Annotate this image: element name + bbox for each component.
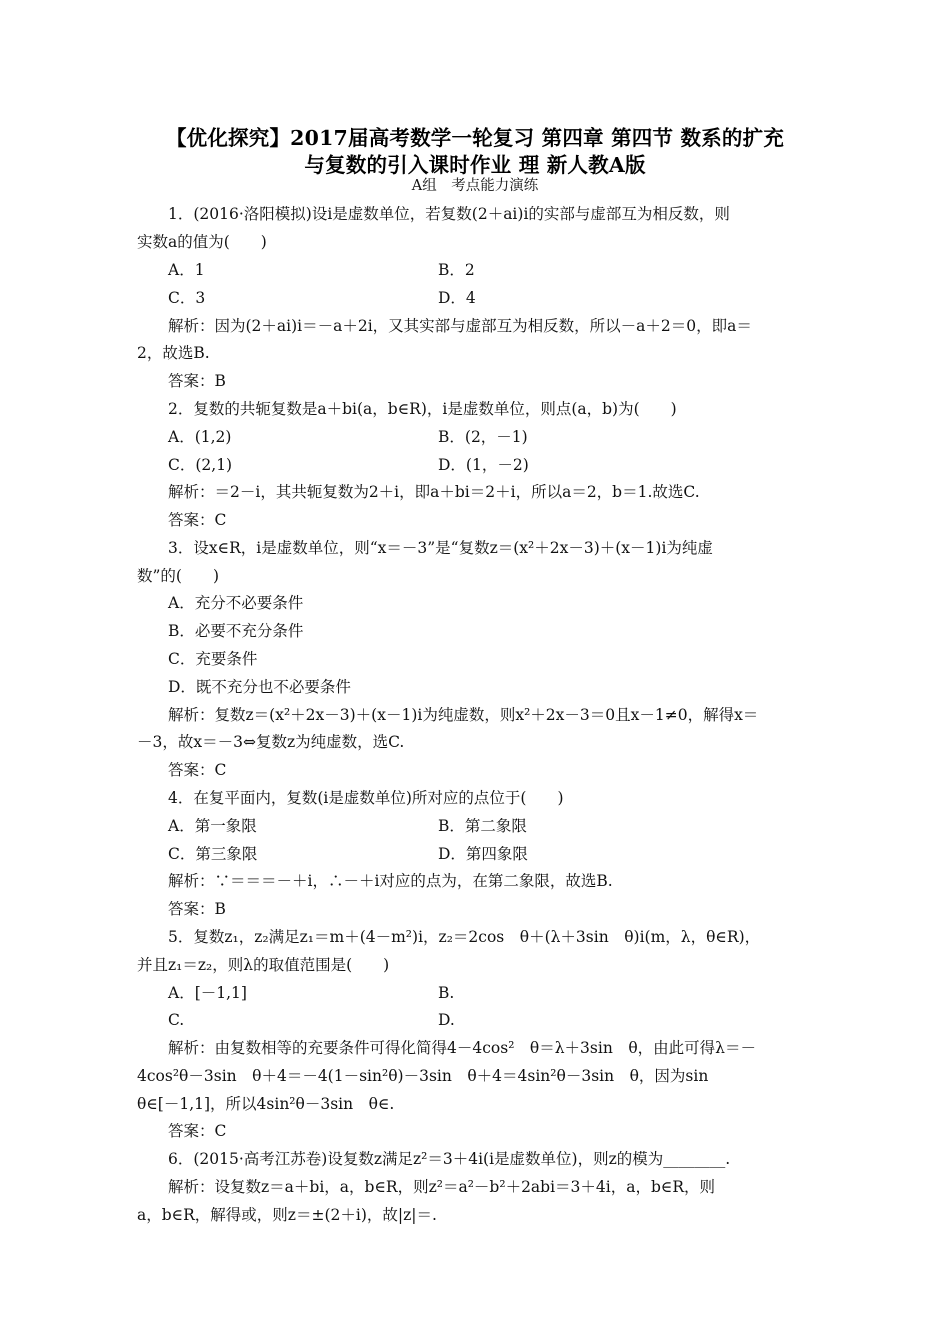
question-5-option-c: C.: [168, 1011, 185, 1029]
question-1-stem: 1．(2016·洛阳模拟)设i是虚数单位，若复数(2＋ai)i的实部与虚部互为相反数，则: [168, 205, 730, 223]
question-3-option-a: A．充分不必要条件: [168, 594, 304, 612]
question-5-solution: 解析：由复数相等的充要条件可得化简得4－4cos² θ＝λ＋3sin θ，由此可得λ＝－: [168, 1039, 756, 1057]
question-3-option-c: C．充要条件: [168, 650, 258, 668]
question-1-solution: 解析：因为(2＋ai)i＝－a＋2i，又其实部与虚部互为相反数，所以－a＋2＝0，即a＝: [168, 317, 752, 335]
question-1-option-c: C．3: [168, 289, 206, 307]
question-5-stem: 5．复数z₁，z₂满足z₁＝m＋(4－m²)i，z₂＝2cos θ＋(λ＋3sin θ)i(m，λ，θ∈R)，: [168, 928, 761, 946]
question-2-solution: 解析：＝2－i，其共轭复数为2＋i，即a＋bi＝2＋i，所以a＝2，b＝1.故选C.: [168, 483, 700, 501]
question-5-stem-cont: 并且z₁＝z₂，则λ的取值范围是( ): [137, 956, 390, 974]
question-1-stem-cont: 实数a的值为( ): [137, 233, 267, 251]
question-6-stem: 6．(2015·高考江苏卷)设复数z满足z²＝3＋4i(i是虚数单位)，则z的模为________.: [168, 1150, 731, 1168]
question-4-option-a: A．第一象限: [168, 817, 257, 835]
question-2-option-d: D．(1，－2): [438, 456, 529, 474]
question-4-option-d: D．第四象限: [438, 845, 528, 863]
question-4-solution: 解析：∵＝＝＝－＋i，∴－＋i对应的点为，在第二象限，故选B.: [168, 872, 613, 890]
question-5-solution-cont-2: θ∈[－1,1]，所以4sin²θ－3sin θ∈.: [137, 1095, 395, 1113]
question-2-stem: 2．复数的共轭复数是a＋bi(a，b∈R)，i是虚数单位，则点(a，b)为( ): [168, 400, 677, 418]
question-6-solution: 解析：设复数z＝a＋bi，a，b∈R，则z²＝a²－b²＋2abi＝3＋4i，a，b∈R，则: [168, 1178, 716, 1196]
question-5-answer: 答案：C: [168, 1122, 227, 1140]
question-3-stem: 3．设x∈R，i是虚数单位，则“x＝－3”是“复数z＝(x²＋2x－3)＋(x－1)i为纯虚: [168, 539, 713, 557]
question-2-answer: 答案：C: [168, 511, 227, 529]
question-4-answer: 答案：B: [168, 900, 226, 918]
question-3-option-d: D．既不充分也不必要条件: [168, 678, 351, 696]
question-2-option-b: B．(2，－1): [438, 428, 528, 446]
question-2-option-a: A．(1,2): [168, 428, 232, 446]
question-6-solution-cont: a，b∈R，解得或，则z＝±(2＋i)，故|z|＝.: [137, 1206, 437, 1224]
question-3-solution: 解析：复数z＝(x²＋2x－3)＋(x－1)i为纯虚数，则x²＋2x－3＝0且x－1≠0，解得x＝: [168, 706, 759, 724]
question-5-option-b: B.: [438, 984, 455, 1002]
question-3-stem-cont: 数”的( ): [137, 567, 220, 585]
question-5-solution-cont: 4cos²θ－3sin θ＋4＝－4(1－sin²θ)－3sin θ＋4＝4sin²θ－3sin θ，因为sin: [137, 1067, 709, 1085]
question-5-option-d: D.: [438, 1011, 455, 1029]
question-1-answer: 答案：B: [168, 372, 226, 390]
question-4-option-b: B．第二象限: [438, 817, 527, 835]
question-5-option-a: A．[－1,1]: [168, 984, 247, 1002]
question-1-option-b: B．2: [438, 261, 475, 279]
question-3-answer: 答案：C: [168, 761, 227, 779]
question-1-option-d: D．4: [438, 289, 476, 307]
question-1-solution-cont: 2，故选B.: [137, 344, 210, 362]
document-title-line-2: 与复数的引入课时作业 理 新人教A版: [304, 153, 646, 177]
question-1-option-a: A．1: [168, 261, 205, 279]
document-title-line-1: 【优化探究】2017届高考数学一轮复习 第四章 第四节 数系的扩充: [165, 126, 785, 150]
question-3-solution-cont: －3，故x＝－3⇔复数z为纯虚数，选C.: [137, 733, 405, 751]
question-4-option-c: C．第三象限: [168, 845, 258, 863]
question-2-option-c: C．(2,1): [168, 456, 233, 474]
question-3-option-b: B．必要不充分条件: [168, 622, 304, 640]
section-heading: A组 考点能力演练: [411, 178, 539, 194]
question-4-stem: 4．在复平面内，复数(i是虚数单位)所对应的点位于( ): [168, 789, 564, 807]
